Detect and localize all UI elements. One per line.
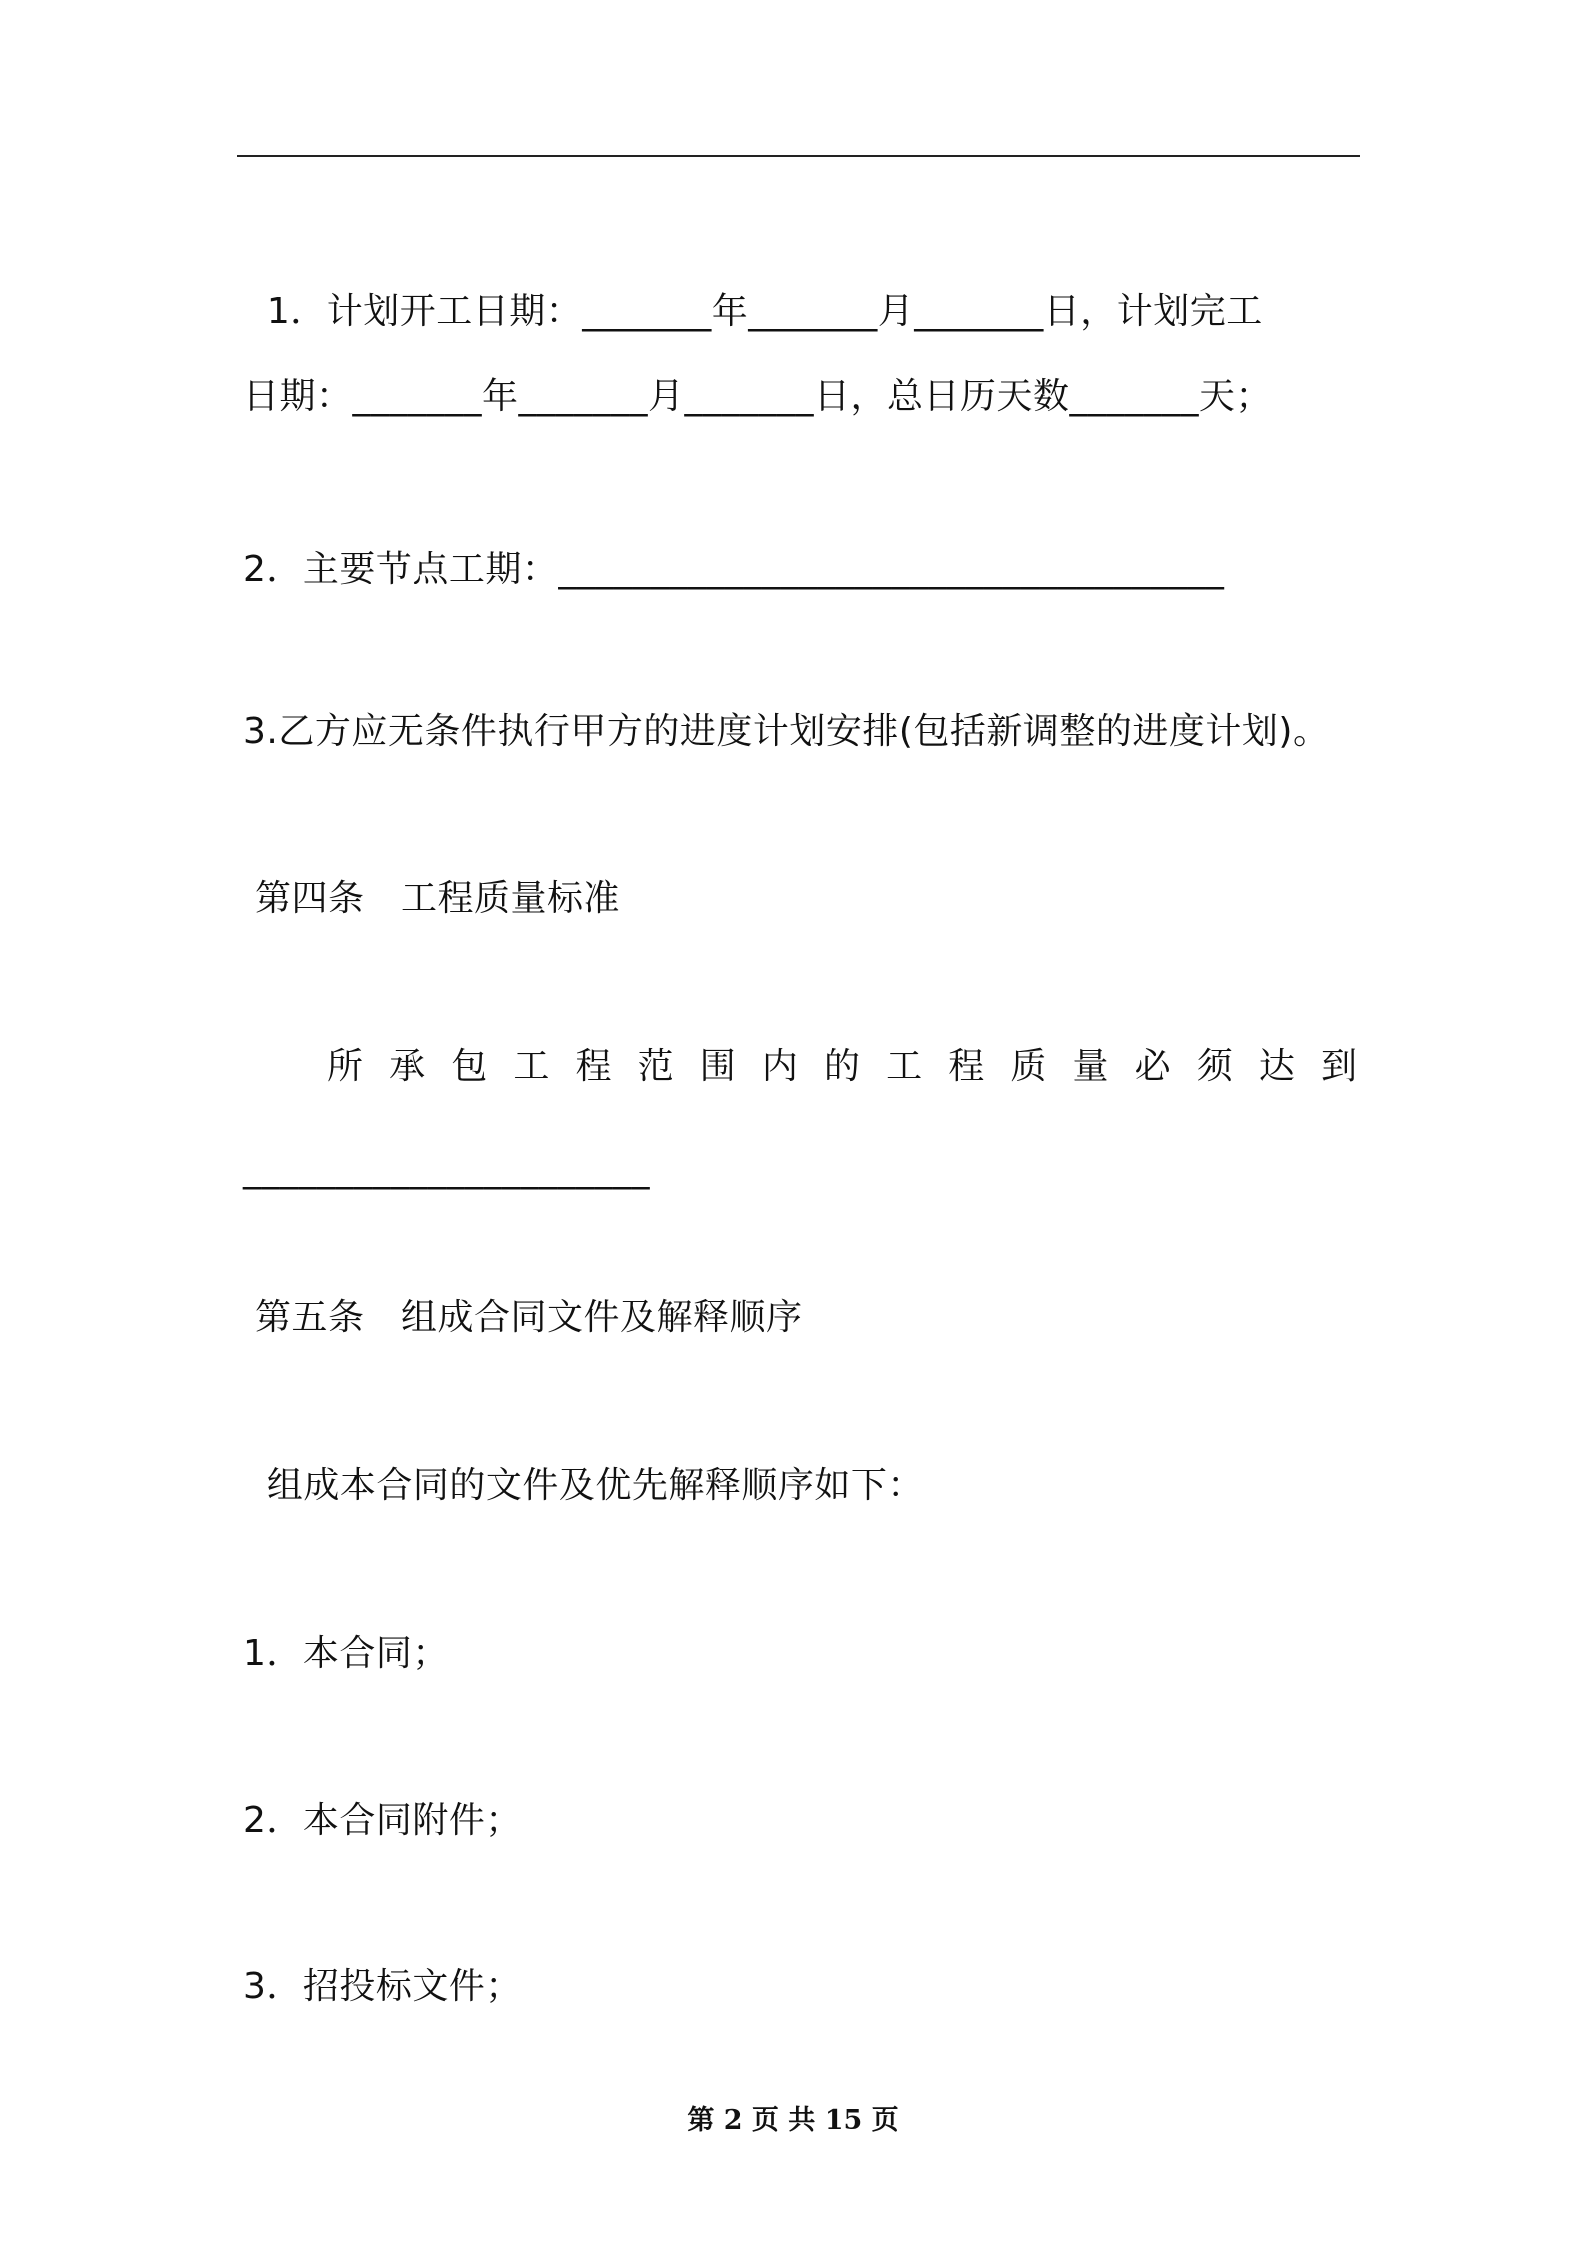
schedule-dates-line-1: 1．计划开工日期：_______年_______月_______日，计划完工 (243, 291, 1263, 332)
document-list-item-3: 3．招投标文件； (243, 1966, 522, 2007)
article-4-body-line-1: 所承包工程范围内的工程质量必须达到 (327, 1046, 1357, 1087)
page-number-footer: 第 2 页 共 15 页 (687, 2105, 899, 2136)
progress-plan-clause: 3.乙方应无条件执行甲方的进度计划安排(包括新调整的进度计划)。 (243, 711, 1330, 752)
milestone-schedule: 2．主要节点工期：____________________________________ (243, 549, 1225, 590)
article-4-title: 第四条 工程质量标准 (243, 878, 620, 919)
document-list-item-2: 2．本合同附件； (243, 1800, 522, 1841)
document-list-item-1: 1．本合同； (243, 1633, 449, 1674)
article-4-body-line-2: ______________________ (243, 1149, 650, 1190)
article-5-title: 第五条 组成合同文件及解释顺序 (243, 1297, 803, 1338)
article-5-intro: 组成本合同的文件及优先解释顺序如下： (243, 1465, 924, 1506)
schedule-dates-line-2: 日期：_______年_______月_______日，总日历天数_______天； (243, 376, 1273, 417)
header-rule (237, 155, 1360, 157)
